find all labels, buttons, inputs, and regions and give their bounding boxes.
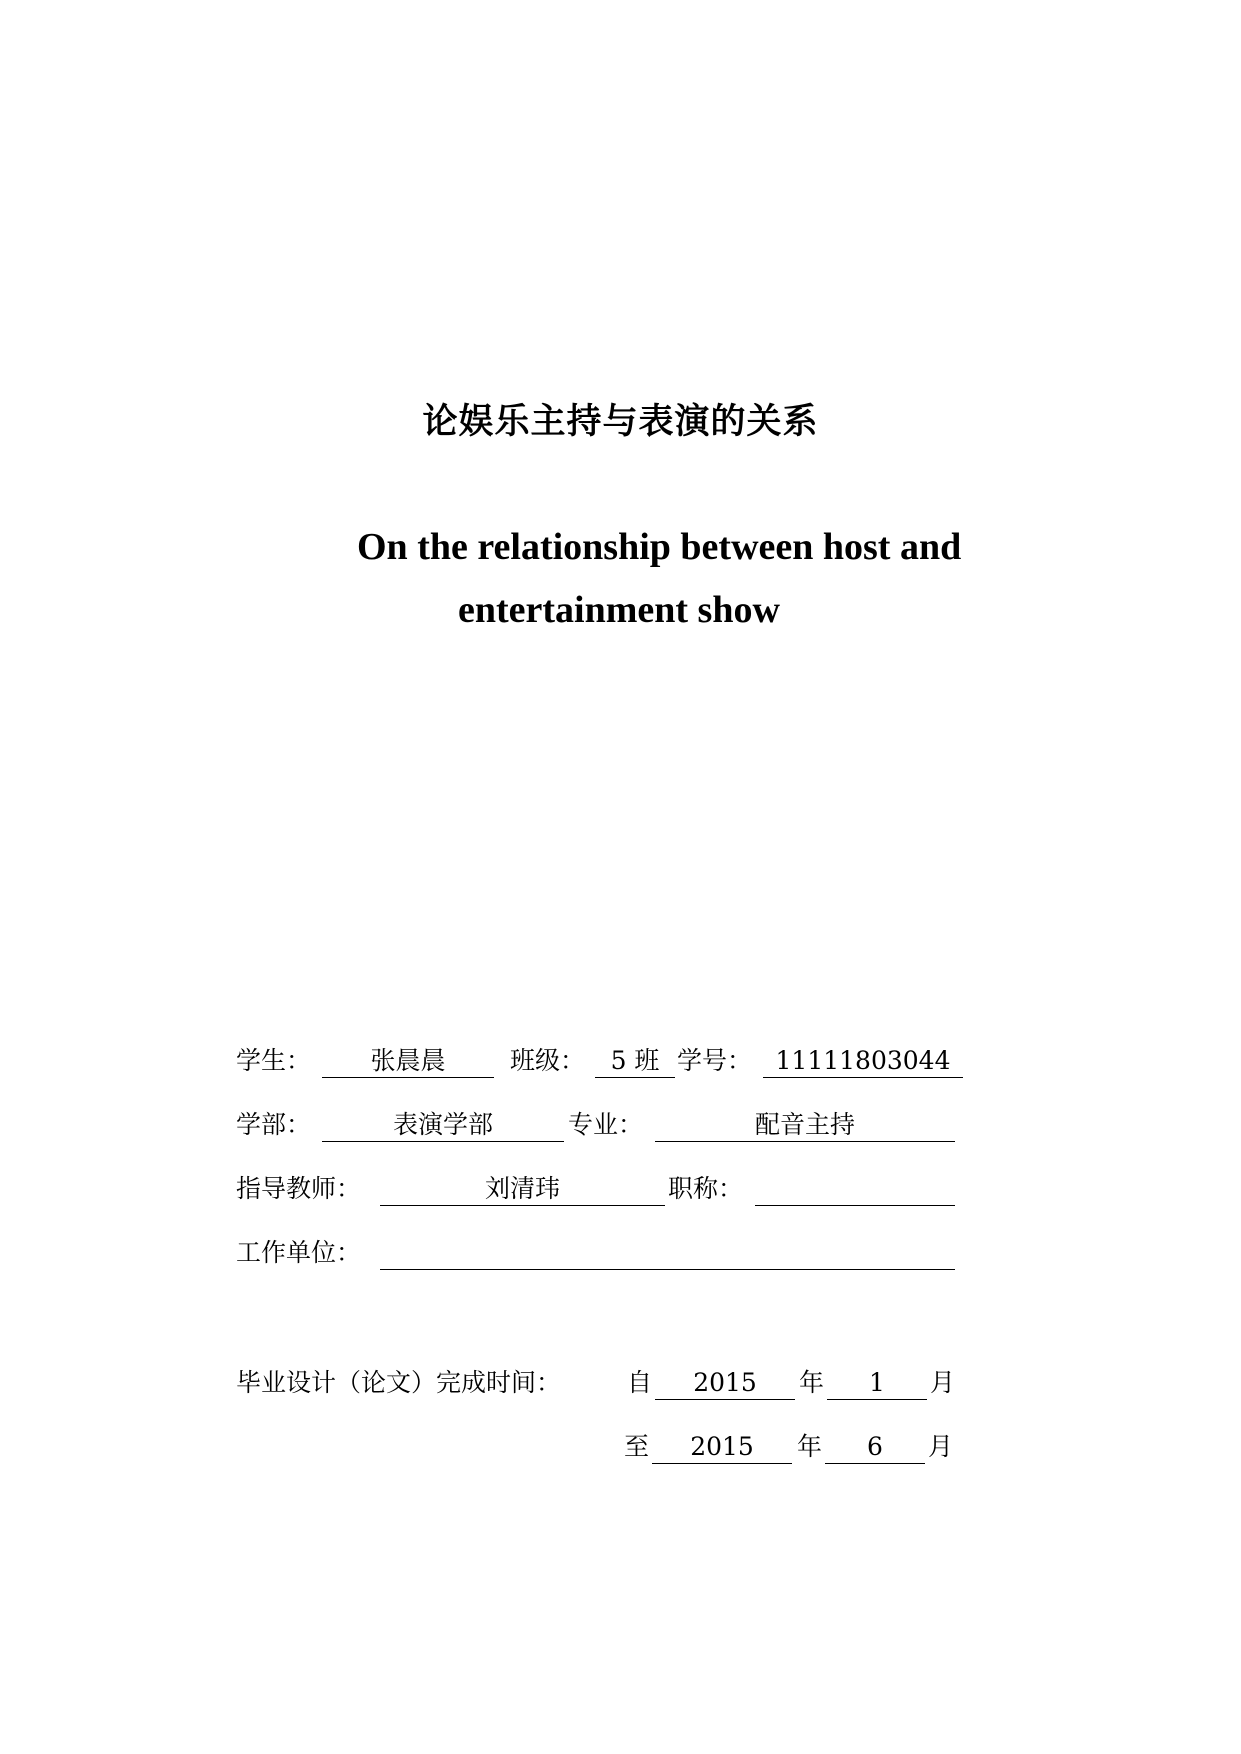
student-label: 学生：: [236, 1046, 312, 1075]
major-label: 专业：: [568, 1110, 644, 1139]
to-month-value: 6: [867, 1432, 883, 1461]
to-month-char: 月: [928, 1432, 954, 1461]
class-underline: [595, 1077, 675, 1078]
work-unit-label: 工作单位：: [236, 1238, 362, 1267]
student-value: 张晨晨: [370, 1046, 446, 1075]
thesis-title-chinese: 论娱乐主持与表演的关系: [422, 401, 819, 442]
thesis-title-english-line2: entertainment show: [458, 589, 780, 631]
student-id-value: 11111803044: [775, 1046, 951, 1075]
advisor-value: 刘清玮: [484, 1174, 560, 1203]
to-label: 至: [624, 1432, 650, 1461]
from-month-underline: [827, 1399, 927, 1400]
department-value: 表演学部: [392, 1110, 493, 1139]
major-underline: [655, 1141, 955, 1142]
advisor-label: 指导教师：: [236, 1174, 362, 1203]
from-year-underline: [655, 1399, 795, 1400]
student-underline: [322, 1077, 494, 1078]
student-id-underline: [763, 1077, 963, 1078]
work-unit-value: [380, 1236, 955, 1270]
rank-underline: [755, 1205, 955, 1206]
thesis-title-english-line1: On the relationship between host and: [357, 526, 962, 568]
student-id-label: 学号：: [677, 1046, 753, 1075]
class-value: 5 班: [610, 1046, 660, 1075]
department-label: 学部：: [236, 1110, 312, 1139]
from-month-char: 月: [930, 1368, 956, 1397]
rank-label: 职称：: [668, 1174, 744, 1203]
to-year-underline: [652, 1463, 792, 1464]
to-year-value: 2015: [690, 1432, 754, 1461]
class-label: 班级：: [510, 1046, 586, 1075]
to-year-char: 年: [797, 1432, 823, 1461]
work-unit-underline: [380, 1269, 955, 1270]
advisor-underline: [380, 1205, 665, 1206]
from-year-char: 年: [799, 1368, 825, 1397]
to-month-underline: [825, 1463, 925, 1464]
rank-value: [755, 1172, 955, 1206]
from-year-value: 2015: [693, 1368, 757, 1397]
from-label: 自: [627, 1368, 653, 1397]
completion-time-label: 毕业设计（论文）完成时间：: [236, 1368, 562, 1397]
from-month-value: 1: [869, 1368, 885, 1397]
major-value: 配音主持: [754, 1110, 855, 1139]
department-underline: [322, 1141, 564, 1142]
